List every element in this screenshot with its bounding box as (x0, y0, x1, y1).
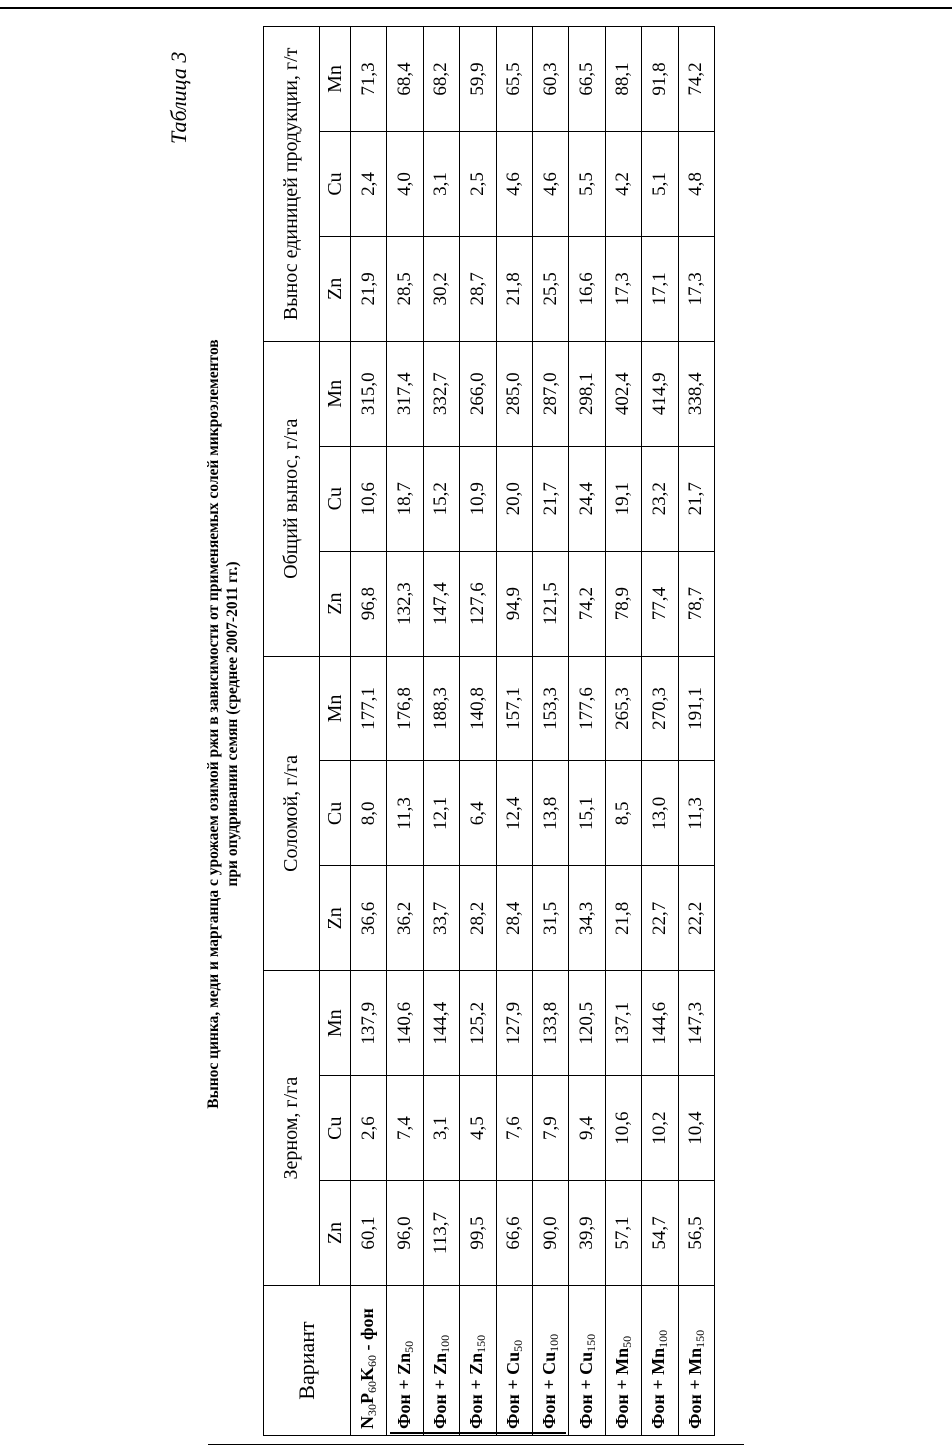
table-row (642, 27, 678, 1436)
cell-value: 147,3 (678, 971, 714, 1076)
cell-value: 19,1 (605, 446, 641, 551)
cell-value: 31,5 (532, 866, 568, 971)
cell-value: 127,6 (460, 551, 496, 656)
cell-value: 287,0 (532, 341, 568, 446)
cell-value: 15,1 (569, 761, 605, 866)
cell-value: 10,4 (678, 1076, 714, 1181)
cell-value: 147,4 (423, 551, 459, 656)
cell-value: 332,7 (423, 341, 459, 446)
cell-value: 4,6 (532, 132, 568, 237)
cell-value: 16,6 (569, 236, 605, 341)
cell-value: 285,0 (496, 341, 532, 446)
cell-value: 91,8 (642, 27, 678, 132)
row-variant: Фон + $Mn_{50}$ (605, 1286, 641, 1436)
cell-value: 56,5 (678, 1181, 714, 1286)
header-group-grain: Зерном, г/га (264, 971, 320, 1286)
cell-value: 10,9 (460, 446, 496, 551)
cell-value: 12,4 (496, 761, 532, 866)
cell-value: 74,2 (569, 551, 605, 656)
cell-value: 22,2 (678, 866, 714, 971)
cell-value: 99,5 (460, 1181, 496, 1286)
cell-value: 54,7 (642, 1181, 678, 1286)
cell-value: 21,7 (532, 446, 568, 551)
cell-value: 78,9 (605, 551, 641, 656)
cell-value: 133,8 (532, 971, 568, 1076)
cell-value: 11,3 (678, 761, 714, 866)
cell-value: 57,1 (605, 1181, 641, 1286)
cell-value: 8,0 (351, 761, 387, 866)
header-cu: Cu (320, 132, 351, 237)
cell-value: 65,5 (496, 27, 532, 132)
cell-value: 60,3 (532, 27, 568, 132)
header-zn: Zn (320, 1181, 351, 1286)
cell-value: 177,1 (351, 656, 387, 761)
cell-value: 315,0 (351, 341, 387, 446)
header-group-total: Общий вынос, г/га (264, 341, 320, 656)
cell-value: 36,2 (387, 866, 423, 971)
cell-value: 74,2 (678, 27, 714, 132)
cell-value: 21,8 (605, 866, 641, 971)
header-variant: Вариант (264, 1286, 351, 1436)
cell-value: 144,6 (642, 971, 678, 1076)
cell-value: 12,1 (423, 761, 459, 866)
table-number: Таблица 3 (166, 51, 191, 144)
header-cu: Cu (320, 1076, 351, 1181)
cell-value: 414,9 (642, 341, 678, 446)
header-mn: Mn (320, 656, 351, 761)
cell-value: 317,4 (387, 341, 423, 446)
cell-value: 33,7 (423, 866, 459, 971)
cell-value: 6,4 (460, 761, 496, 866)
cell-value: 71,3 (351, 27, 387, 132)
cell-value: 270,3 (642, 656, 678, 761)
row-variant: Фон + $Zn_{50}$ (387, 1286, 423, 1436)
cell-value: 137,9 (351, 971, 387, 1076)
cell-value: 3,1 (423, 132, 459, 237)
cell-value: 10,2 (642, 1076, 678, 1181)
cell-value: 298,1 (569, 341, 605, 446)
cell-value: 7,6 (496, 1076, 532, 1181)
cell-value: 39,9 (569, 1181, 605, 1286)
cell-value: 127,9 (496, 971, 532, 1076)
cell-value: 4,8 (678, 132, 714, 237)
cell-value: 68,4 (387, 27, 423, 132)
cell-value: 11,3 (387, 761, 423, 866)
cell-value: 4,2 (605, 132, 641, 237)
cell-value: 4,5 (460, 1076, 496, 1181)
header-group-straw: Соломой, г/га (264, 656, 320, 971)
table-row (387, 27, 423, 1436)
cell-value: 96,0 (387, 1181, 423, 1286)
cell-value: 17,3 (605, 236, 641, 341)
header-mn: Mn (320, 27, 351, 132)
cell-value: 2,5 (460, 132, 496, 237)
cell-value: 132,3 (387, 551, 423, 656)
cell-value: 66,5 (569, 27, 605, 132)
row-variant: Фон + $Mn_{150}$ (678, 1286, 714, 1436)
cell-value: 59,9 (460, 27, 496, 132)
header-zn: Zn (320, 236, 351, 341)
cell-value: 25,5 (532, 236, 568, 341)
header-cu: Cu (320, 761, 351, 866)
header-zn: Zn (320, 866, 351, 971)
cell-value: 28,5 (387, 236, 423, 341)
cell-value: 5,1 (642, 132, 678, 237)
header-mn: Mn (320, 341, 351, 446)
cell-value: 144,4 (423, 971, 459, 1076)
cell-value: 78,7 (678, 551, 714, 656)
cell-value: 402,4 (605, 341, 641, 446)
table-row (496, 27, 532, 1436)
cell-value: 9,4 (569, 1076, 605, 1181)
cell-value: 20,0 (496, 446, 532, 551)
cell-value: 28,7 (460, 236, 496, 341)
cell-value: 21,9 (351, 236, 387, 341)
cell-value: 28,2 (460, 866, 496, 971)
cell-value: 4,6 (496, 132, 532, 237)
table-row (569, 27, 605, 1436)
cell-value: 22,7 (642, 866, 678, 971)
cell-value: 28,4 (496, 866, 532, 971)
table-row (532, 27, 568, 1436)
cell-value: 10,6 (605, 1076, 641, 1181)
cell-value: 23,2 (642, 446, 678, 551)
row-variant: Фон + $Zn_{150}$ (460, 1286, 496, 1436)
cell-value: 24,4 (569, 446, 605, 551)
header-row-elements (320, 27, 351, 1436)
cell-value: 157,1 (496, 656, 532, 761)
cell-value: 7,9 (532, 1076, 568, 1181)
cell-value: 140,8 (460, 656, 496, 761)
cell-value: 2,6 (351, 1076, 387, 1181)
cell-value: 88,1 (605, 27, 641, 132)
cell-value: 266,0 (460, 341, 496, 446)
cell-value: 4,0 (387, 132, 423, 237)
cell-value: 120,5 (569, 971, 605, 1076)
cell-value: 68,2 (423, 27, 459, 132)
cell-value: 10,6 (351, 446, 387, 551)
row-variant: Фон + $Zn_{100}$ (423, 1286, 459, 1436)
cell-value: 60,1 (351, 1181, 387, 1286)
caption-line-1: Вынос цинка, меди и марганца с урожаем озимой ржи в зависимости от применяемых солей микроэлементов (205, 339, 222, 1109)
table-row (678, 27, 714, 1436)
row-variant: $N_{30}P_{60}K_{60}$ - фон (351, 1286, 387, 1436)
cell-value: 7,4 (387, 1076, 423, 1181)
header-mn: Mn (320, 971, 351, 1076)
cell-value: 30,2 (423, 236, 459, 341)
cell-value: 121,5 (532, 551, 568, 656)
cell-value: 3,1 (423, 1076, 459, 1181)
cell-value: 13,0 (642, 761, 678, 866)
table-row (605, 27, 641, 1436)
cell-value: 15,2 (423, 446, 459, 551)
table-row (460, 27, 496, 1436)
header-cu: Cu (320, 446, 351, 551)
header-zn: Zn (320, 551, 351, 656)
row-variant: Фон + $Cu_{100}$ (532, 1286, 568, 1436)
cell-value: 17,3 (678, 236, 714, 341)
cell-value: 17,1 (642, 236, 678, 341)
cell-value: 8,5 (605, 761, 641, 866)
cell-value: 5,5 (569, 132, 605, 237)
cell-value: 153,3 (532, 656, 568, 761)
cell-value: 21,8 (496, 236, 532, 341)
cell-value: 191,1 (678, 656, 714, 761)
table-caption (204, 124, 242, 1324)
cell-value: 77,4 (642, 551, 678, 656)
cell-value: 140,6 (387, 971, 423, 1076)
cell-value: 125,2 (460, 971, 496, 1076)
header-row-groups (264, 27, 320, 1436)
cell-value: 188,3 (423, 656, 459, 761)
cell-value: 66,6 (496, 1181, 532, 1286)
cell-value: 338,4 (678, 341, 714, 446)
caption-line-2: при опудривании семян (среднее 2007-2011 гг.) (224, 561, 241, 887)
table-row (423, 27, 459, 1436)
cell-value: 177,6 (569, 656, 605, 761)
data-table (263, 26, 715, 1436)
cell-value: 34,3 (569, 866, 605, 971)
cell-value: 2,4 (351, 132, 387, 237)
row-variant: Фон + $Cu_{150}$ (569, 1286, 605, 1436)
cell-value: 94,9 (496, 551, 532, 656)
cell-value: 36,6 (351, 866, 387, 971)
row-variant: Фон + $Mn_{100}$ (642, 1286, 678, 1436)
cell-value: 21,7 (678, 446, 714, 551)
cell-value: 113,7 (423, 1181, 459, 1286)
cell-value: 90,0 (532, 1181, 568, 1286)
row-variant: Фон + $Cu_{50}$ (496, 1286, 532, 1436)
header-group-per-unit: Вынос единицей продукции, г/т (264, 27, 320, 342)
table-row (351, 27, 387, 1436)
cell-value: 13,8 (532, 761, 568, 866)
cell-value: 265,3 (605, 656, 641, 761)
cell-value: 137,1 (605, 971, 641, 1076)
cell-value: 176,8 (387, 656, 423, 761)
cell-value: 18,7 (387, 446, 423, 551)
cell-value: 96,8 (351, 551, 387, 656)
